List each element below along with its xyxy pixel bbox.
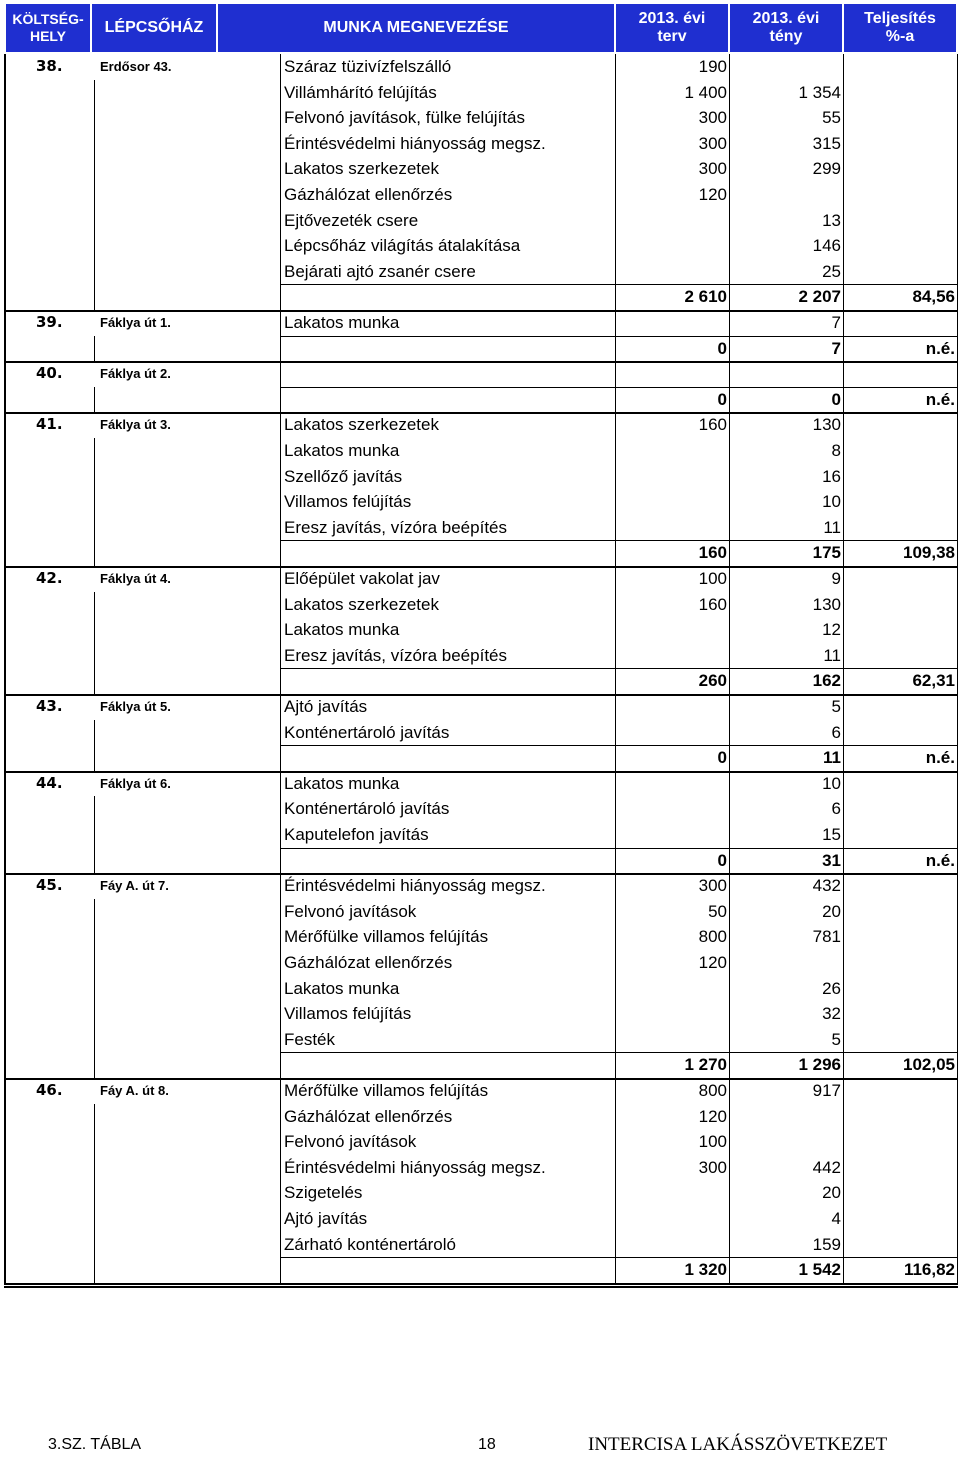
percent-column-border: [843, 566, 844, 694]
group-number: 43.: [36, 697, 63, 715]
total-percent: 102,05: [903, 1055, 955, 1075]
work-item: Villámhárító felújítás: [284, 82, 437, 102]
work-item: Érintésvédelmi hiányosság megsz.: [284, 133, 546, 153]
work-item: Felvonó javítások: [284, 901, 417, 921]
actual-value: 26: [822, 978, 841, 998]
plan-value: 800: [698, 927, 727, 947]
work-item: Szellőző javítás: [284, 466, 403, 486]
total-actual: 1 296: [798, 1055, 841, 1075]
group-number: 46.: [36, 1081, 63, 1099]
work-item: Konténertároló javítás: [284, 799, 450, 819]
actual-value: 315: [812, 133, 841, 153]
work-item: Ajtó javítás: [284, 1209, 368, 1228]
work-item: Lépcsőház világítás átalakítása: [284, 236, 521, 256]
plan-value: [616, 976, 730, 1002]
plan-value: 160: [698, 415, 727, 435]
actual-column-border: [729, 310, 730, 361]
work-item: Gázhálózat ellenőrzés: [284, 1106, 453, 1126]
total-percent: n.é.: [925, 850, 955, 870]
total-plan: 0: [717, 850, 727, 870]
total-percent: n.é.: [925, 389, 955, 409]
actual-value: 55: [822, 108, 841, 128]
plan-value: [616, 361, 730, 387]
plan-column-border: [615, 412, 616, 566]
work-column-border: [280, 1078, 281, 1283]
actual-value: 6: [831, 799, 841, 819]
address-column-border: [94, 899, 95, 1078]
group-number: 44.: [36, 773, 63, 792]
work-item: Lakatos munka: [284, 978, 400, 998]
actual-value: 4: [831, 1209, 841, 1228]
actual-value: 130: [812, 415, 841, 435]
plan-value: [616, 720, 730, 746]
actual-column-border: [729, 694, 730, 771]
actual-value: 146: [812, 236, 841, 256]
group-address: Fáklya út 6.: [100, 775, 171, 791]
plan-value: [616, 515, 730, 541]
actual-value: 9: [831, 569, 841, 588]
work-item: Felvonó javítások: [284, 1132, 417, 1152]
work-item: Lakatos munka: [284, 773, 400, 793]
work-item: Lakatos szerkezetek: [284, 415, 439, 435]
right-border: [957, 412, 958, 566]
total-percent: 116,82: [903, 1260, 955, 1280]
group-number: 40.: [36, 364, 63, 383]
left-border: [4, 1078, 6, 1283]
plan-value: [616, 1206, 730, 1232]
plan-value: [616, 617, 730, 643]
plan-value: [616, 1180, 730, 1206]
plan-value: [616, 464, 730, 490]
work-item: Villamos felújítás: [284, 492, 412, 512]
left-border: [4, 566, 6, 694]
group-address: Fáklya út 4.: [100, 571, 171, 586]
header-teny: 2013. évi tény: [730, 4, 842, 52]
plan-value: [616, 1232, 730, 1258]
actual-value: 442: [812, 1157, 841, 1177]
plan-value: 100: [698, 569, 727, 588]
right-border: [957, 361, 958, 412]
plan-column-border: [615, 361, 616, 412]
work-column-border: [280, 310, 281, 361]
plan-value: 120: [698, 1106, 727, 1126]
plan-column-border: [615, 694, 616, 771]
actual-column-border: [729, 412, 730, 566]
address-column-border: [94, 387, 95, 413]
actual-value: 1 354: [798, 82, 841, 102]
total-plan: 160: [698, 543, 727, 563]
work-column-border: [280, 771, 281, 873]
work-item: Lakatos munka: [284, 441, 400, 460]
percent-column-border: [843, 412, 844, 566]
right-border: [957, 566, 958, 694]
actual-value: [730, 361, 844, 387]
actual-value: 7: [831, 313, 841, 332]
percent-column-border: [843, 771, 844, 873]
header-teljesites: Teljesítés %-a: [844, 4, 956, 52]
plan-column-border: [615, 566, 616, 694]
right-border: [957, 873, 958, 1078]
actual-column-border: [729, 54, 730, 310]
right-border: [957, 771, 958, 873]
work-item: Felvonó javítások, fülke felújítás: [284, 108, 525, 128]
actual-value: 5: [831, 697, 841, 716]
right-border: [957, 1078, 958, 1283]
actual-value: 5: [831, 1029, 841, 1049]
total-percent: n.é.: [925, 748, 955, 768]
total-plan: 260: [698, 671, 727, 691]
header-terv: 2013. évi terv: [616, 4, 728, 52]
plan-value: [616, 643, 730, 669]
work-item: Mérőfülke villamos felújítás: [284, 927, 489, 947]
plan-value: [616, 694, 730, 720]
work-column-border: [280, 873, 281, 1078]
plan-column-border: [615, 771, 616, 873]
total-percent: 109,38: [903, 543, 955, 563]
actual-column-border: [729, 1078, 730, 1283]
work-column-border: [280, 54, 281, 310]
actual-value: 15: [822, 825, 841, 844]
group-address: Fáy A. út 7.: [100, 878, 169, 894]
group-number: 41.: [36, 415, 63, 434]
total-percent: 62,31: [912, 671, 955, 691]
total-plan: 2 610: [684, 287, 727, 307]
plan-value: [616, 822, 730, 848]
total-plan: 1 320: [684, 1260, 727, 1280]
percent-column-border: [843, 310, 844, 361]
group-number: 42.: [36, 569, 63, 587]
group-number: 39.: [36, 313, 63, 331]
left-border: [4, 771, 6, 873]
plan-value: 300: [698, 159, 727, 179]
plan-value: [616, 208, 730, 234]
address-column-border: [94, 336, 95, 362]
actual-value: [730, 1104, 844, 1130]
work-item: Lakatos munka: [284, 313, 400, 332]
footer-page-number: 18: [478, 1436, 496, 1453]
work-item: Ejtővezeték csere: [284, 210, 419, 230]
work-item: Konténertároló javítás: [284, 722, 450, 742]
actual-value: [730, 950, 844, 976]
total-actual: 1 542: [798, 1260, 841, 1280]
actual-value: 159: [812, 1234, 841, 1254]
plan-value: [616, 233, 730, 259]
plan-value: [616, 259, 730, 285]
plan-value: 300: [698, 876, 727, 896]
address-column-border: [94, 796, 95, 873]
total-plan: 0: [717, 748, 727, 768]
actual-value: 12: [822, 620, 841, 640]
left-border: [4, 54, 6, 310]
plan-column-border: [615, 1078, 616, 1283]
actual-value: 10: [822, 773, 841, 793]
group-address: Fáklya út 5.: [100, 699, 171, 714]
actual-value: 130: [812, 594, 841, 614]
footer-organization: INTERCISA LAKÁSSZÖVETKEZET: [588, 1434, 888, 1455]
actual-column-border: [729, 566, 730, 694]
percent-column-border: [843, 361, 844, 412]
actual-value: 432: [812, 876, 841, 896]
address-column-border: [94, 1104, 95, 1283]
actual-column-border: [729, 771, 730, 873]
right-border: [957, 694, 958, 771]
header-munka: MUNKA MEGNEVEZÉSE: [218, 4, 614, 52]
total-actual: 162: [812, 671, 841, 691]
plan-value: 300: [698, 1157, 727, 1177]
group-number: 45.: [36, 876, 63, 895]
actual-value: 32: [822, 1004, 841, 1024]
address-column-border: [94, 80, 95, 310]
footer-table-label: 3.SZ. TÁBLA: [48, 1436, 142, 1453]
actual-value: 11: [823, 517, 841, 537]
total-actual: 7: [831, 338, 841, 358]
actual-value: 299: [812, 159, 841, 179]
plan-value: 100: [698, 1132, 727, 1152]
header-lepcsohaz: LÉPCSŐHÁZ: [92, 4, 216, 52]
right-border: [957, 54, 958, 310]
actual-value: 16: [822, 466, 841, 486]
actual-value: 10: [822, 492, 841, 512]
plan-value: 300: [698, 108, 727, 128]
plan-value: 800: [698, 1081, 727, 1100]
group-address: Fáklya út 2.: [100, 366, 171, 382]
group-number: 38.: [36, 57, 63, 75]
plan-value: [616, 310, 730, 336]
work-item: Lakatos szerkezetek: [284, 159, 439, 179]
work-item: Eresz javítás, vízóra beépítés: [284, 645, 507, 665]
percent-column-border: [843, 1078, 844, 1283]
work-item: Gázhálózat ellenőrzés: [284, 953, 453, 972]
plan-value: 120: [698, 185, 727, 204]
work-column-border: [280, 694, 281, 771]
group-address: Fáklya út 3.: [100, 417, 171, 433]
plan-column-border: [615, 310, 616, 361]
actual-value: 781: [812, 927, 841, 947]
group-address: Erdősor 43.: [100, 59, 172, 74]
left-border: [4, 412, 6, 566]
work-column-border: [280, 566, 281, 694]
actual-value: [730, 54, 844, 80]
right-border: [957, 310, 958, 361]
actual-value: 13: [822, 210, 841, 230]
actual-value: 8: [831, 441, 841, 460]
plan-value: [616, 1027, 730, 1053]
work-item: Ajtó javítás: [284, 697, 368, 716]
plan-value: 1 400: [684, 82, 727, 102]
actual-column-border: [729, 873, 730, 1078]
total-percent: n.é.: [925, 338, 955, 358]
address-column-border: [94, 720, 95, 771]
plan-value: 190: [698, 57, 727, 76]
work-item: Festék: [284, 1029, 336, 1049]
work-item: Szigetelés: [284, 1183, 363, 1203]
actual-value: 917: [812, 1081, 841, 1100]
actual-value: 11: [823, 645, 841, 665]
work-item: Kaputelefon javítás: [284, 825, 429, 844]
work-item: Bejárati ajtó zsanér csere: [284, 261, 476, 281]
work-column-border: [280, 412, 281, 566]
plan-value: [616, 1001, 730, 1027]
work-item: Érintésvédelmi hiányosság megsz.: [284, 876, 546, 896]
work-item: Előépület vakolat jav: [284, 569, 440, 588]
actual-value: 6: [831, 722, 841, 742]
plan-value: [616, 796, 730, 822]
group-address: Fáy A. út 8.: [100, 1083, 169, 1098]
work-item: Lakatos szerkezetek: [284, 594, 439, 614]
total-plan: 1 270: [684, 1055, 727, 1075]
left-border: [4, 310, 6, 361]
work-item: Száraz tüzivízfelszálló: [284, 57, 452, 76]
actual-column-border: [729, 361, 730, 412]
work-item: Lakatos munka: [284, 620, 400, 640]
total-plan: 0: [717, 338, 727, 358]
percent-column-border: [843, 694, 844, 771]
address-column-border: [94, 592, 95, 694]
actual-value: 20: [822, 1183, 841, 1203]
work-item: Gázhálózat ellenőrzés: [284, 185, 453, 204]
plan-column-border: [615, 873, 616, 1078]
actual-value: [730, 1129, 844, 1155]
table-bottom-border: [4, 1286, 958, 1288]
plan-value: 300: [698, 133, 727, 153]
percent-column-border: [843, 873, 844, 1078]
work-item: Zárható konténertároló: [284, 1234, 456, 1254]
left-border: [4, 694, 6, 771]
group-address: Fáklya út 1.: [100, 315, 171, 330]
percent-column-border: [843, 54, 844, 310]
plan-value: [616, 438, 730, 464]
actual-value: 20: [822, 901, 841, 921]
left-border: [4, 361, 6, 412]
total-plan: 0: [717, 389, 727, 409]
plan-column-border: [615, 54, 616, 310]
address-column-border: [94, 438, 95, 566]
plan-value: 160: [698, 594, 727, 614]
left-border: [4, 873, 6, 1078]
work-item: Villamos felújítás: [284, 1004, 412, 1024]
header-koltseghely: KÖLTSÉG- HELY: [6, 4, 90, 52]
work-item: [281, 361, 614, 387]
actual-value: 25: [822, 261, 841, 281]
work-item: Érintésvédelmi hiányosság megsz.: [284, 1157, 546, 1177]
total-actual: 31: [822, 850, 841, 870]
plan-value: 50: [708, 901, 727, 921]
page-footer: [0, 1430, 960, 1460]
group-bottom-border: [4, 1283, 958, 1285]
total-actual: 2 207: [798, 287, 841, 307]
total-actual: 175: [812, 543, 841, 563]
actual-value: [730, 182, 844, 208]
total-actual: 11: [823, 748, 841, 768]
plan-value: 120: [698, 953, 727, 972]
work-item: Mérőfülke villamos felújítás: [284, 1081, 489, 1100]
plan-value: [616, 771, 730, 797]
total-percent: 84,56: [912, 287, 955, 307]
plan-value: [616, 489, 730, 515]
total-actual: 0: [831, 389, 841, 409]
work-column-border: [280, 361, 281, 412]
work-item: Eresz javítás, vízóra beépítés: [284, 517, 507, 537]
